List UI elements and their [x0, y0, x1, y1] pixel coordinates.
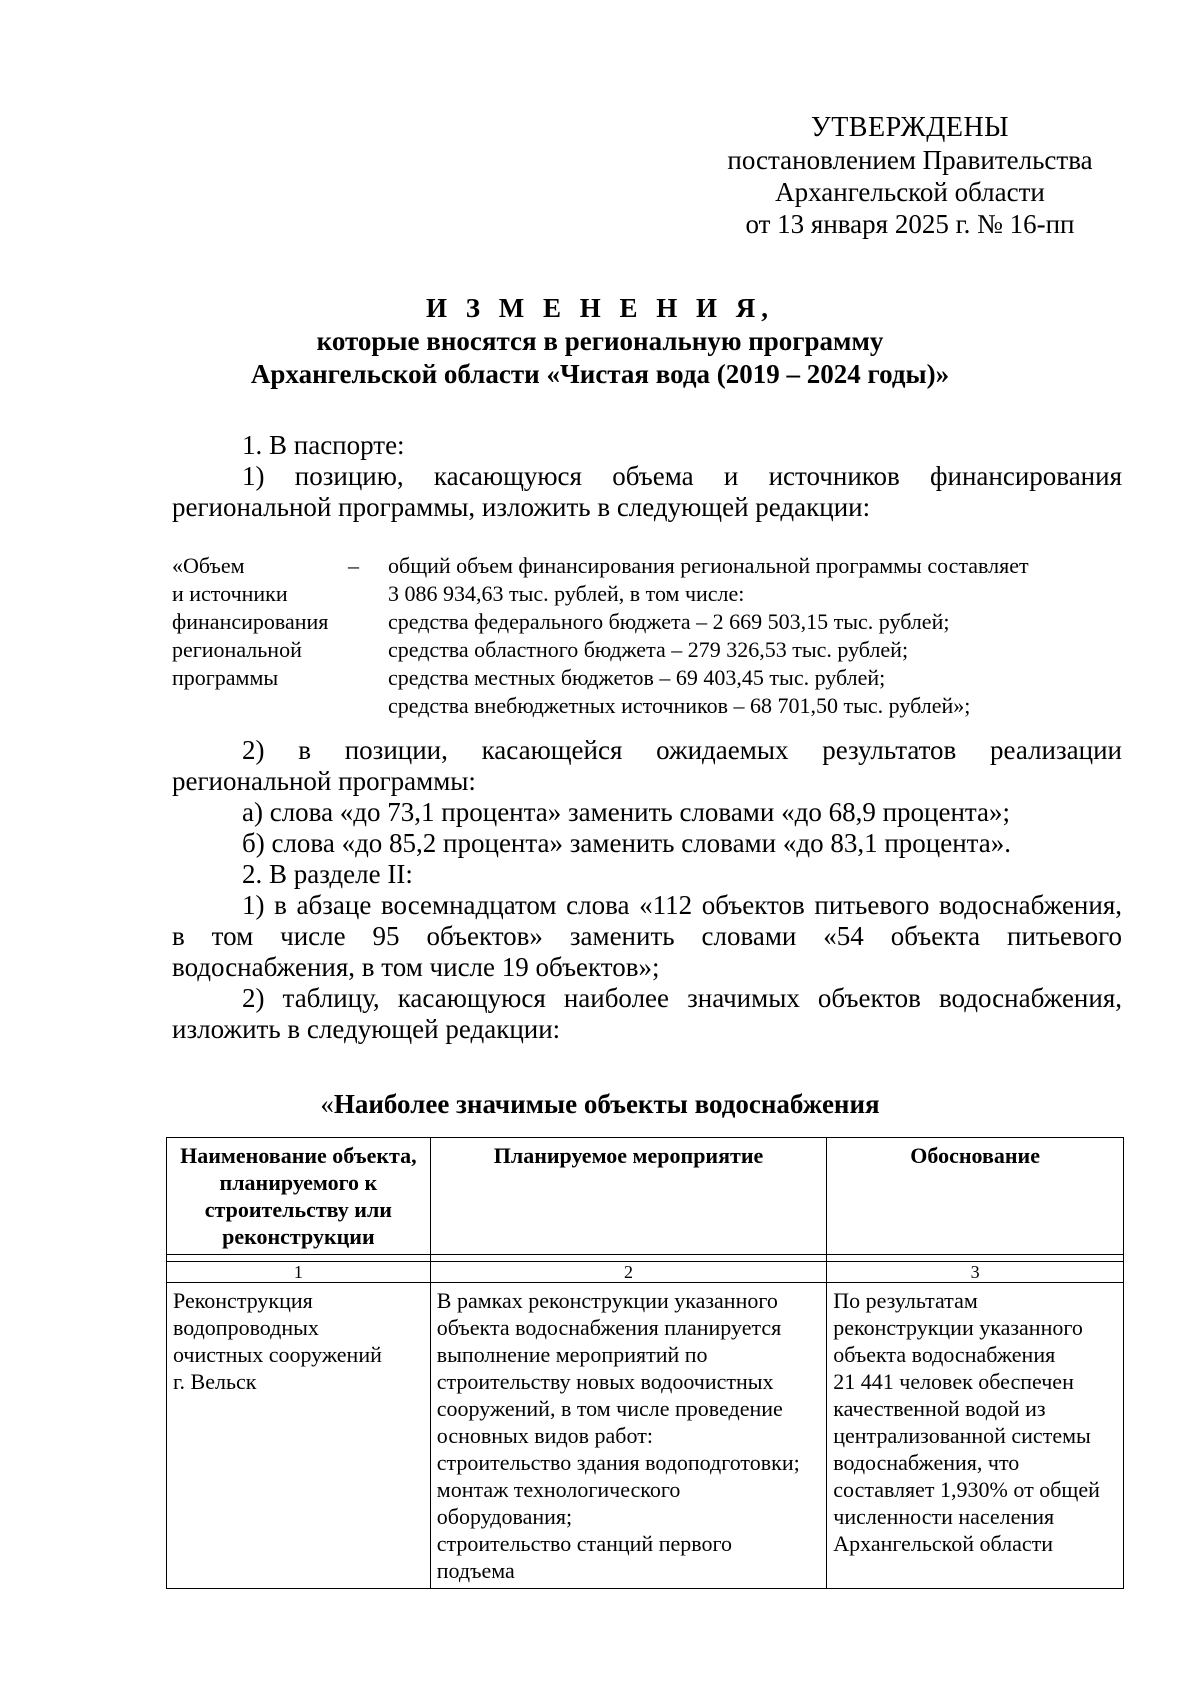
- cell-line: В рамках реконструкции указанного: [436, 1288, 778, 1313]
- section-1-item-a: а) слова «до 73,1 процента» заменить словами «до 68,9 процента»;: [242, 797, 1011, 827]
- cell-line: Архангельской области: [833, 1531, 1054, 1556]
- table-header-justification: Обоснование: [827, 1138, 1124, 1255]
- section-2-item-2-line-1: 2) таблицу, касающуюся наиболее значимых объектов водоснабжения,: [242, 983, 1122, 1013]
- cell-line: водопроводных: [173, 1315, 319, 1340]
- table-spacer-row: [167, 1255, 1124, 1262]
- approval-line: постановлением Правительства: [727, 145, 1093, 175]
- approval-line: Архангельской области: [775, 177, 1045, 207]
- section-2-item-1-line-1: 1) в абзаце восемнадцатом слова «112 объектов питьевого водоснабжения,: [242, 890, 1122, 920]
- cell-line: 21 441 человек обеспечен: [833, 1369, 1074, 1394]
- passport-value-line: средства местных бюджетов – 69 403,45 тыс. рублей;: [388, 665, 886, 690]
- passport-value-line: средства внебюджетных источников – 68 701,50 тыс. рублей»;: [388, 693, 971, 718]
- table-number-row: [167, 1262, 1124, 1283]
- passport-value-line: 3 086 934,63 тыс. рублей, в том числе:: [388, 581, 745, 606]
- approval-block: [700, 112, 1120, 240]
- justification-cell: [827, 1283, 1124, 1589]
- document-title: [150, 292, 1050, 391]
- cell-line: Реконструкция: [173, 1288, 313, 1313]
- table-header-row: [167, 1138, 1124, 1255]
- cell-line: г. Вельск: [173, 1369, 257, 1394]
- measure-cell: [430, 1283, 826, 1589]
- cell-line: реконструкции указанного: [833, 1315, 1083, 1340]
- column-number: 3: [827, 1262, 1124, 1283]
- section-1-heading: 1. В паспорте:: [242, 430, 405, 460]
- section-1-continued: [172, 735, 1122, 1045]
- approval-line: от 13 января 2025 г. № 16-пп: [745, 209, 1075, 239]
- title-line-3: Архангельской области «Чистая вода (2019 – 2024 годы)»: [250, 359, 950, 389]
- cell-line: монтаж технологического: [436, 1477, 681, 1502]
- table-title-quote: «: [320, 1089, 334, 1119]
- section-1-item-b: б) слова «до 85,2 процента» заменить словами «до 83,1 процента».: [242, 828, 1012, 858]
- cell-line: строительство станций первого: [436, 1531, 732, 1556]
- section-1: [172, 430, 1122, 523]
- section-2-item-1-line-2: в том числе 95 объектов» заменить словами «54 объекта питьевого: [172, 921, 1122, 951]
- water-objects-table: [166, 1137, 1124, 1589]
- table-header-object: Наименование объекта, планируемого к строительству или реконструкции: [167, 1138, 431, 1255]
- cell-line: качественной водой из: [833, 1396, 1046, 1421]
- passport-value-line: общий объем финансирования региональной программы составляет: [388, 553, 1029, 578]
- spacer-cell: [430, 1255, 826, 1262]
- table-header-measure: Планируемое мероприятие: [430, 1138, 826, 1255]
- cell-line: очистных сооружений: [173, 1342, 382, 1367]
- table-row: [167, 1283, 1124, 1589]
- section-1-item-1-line-1: 1) позицию, касающуюся объема и источников финансирования: [242, 461, 1122, 491]
- cell-line: объекта водоснабжения: [833, 1342, 1056, 1367]
- spacer-cell: [827, 1255, 1124, 1262]
- approval-heading: УТВЕРЖДЕНЫ: [810, 112, 1010, 143]
- passport-value-line: средства областного бюджета – 279 326,53 тыс. рублей;: [388, 637, 909, 662]
- column-number: 2: [430, 1262, 826, 1283]
- cell-line: сооружений, в том числе проведение: [436, 1396, 783, 1421]
- title-line-2: которые вносятся в региональную программу: [316, 326, 884, 356]
- title-line-1: И З М Е Н Е Н И Я,: [425, 293, 774, 323]
- passport-label-line: региональной: [172, 637, 302, 662]
- cell-line: основных видов работ:: [436, 1423, 653, 1448]
- cell-line: По результатам: [833, 1288, 978, 1313]
- table-title: [150, 1088, 1050, 1120]
- section-2-item-2-line-2: изложить в следующей редакции:: [172, 1014, 561, 1044]
- spacer-cell: [167, 1255, 431, 1262]
- cell-line: строительство здания водоподготовки;: [436, 1450, 800, 1475]
- section-1-item-1-line-2: региональной программы, изложить в следующей редакции:: [172, 492, 871, 522]
- passport-dash: –: [348, 553, 359, 578]
- passport-label-line: и источники: [172, 581, 288, 606]
- passport-value: [388, 552, 1122, 720]
- cell-line: объекта водоснабжения планируется: [436, 1315, 782, 1340]
- object-name-cell: [167, 1283, 431, 1589]
- passport-value-line: средства федерального бюджета – 2 669 503,15 тыс. рублей;: [388, 609, 950, 634]
- cell-line: строительству новых водоочистных: [436, 1369, 774, 1394]
- cell-line: выполнение мероприятий по: [436, 1342, 708, 1367]
- cell-line: централизованной системы: [833, 1423, 1091, 1448]
- cell-line: водоснабжения, что: [833, 1450, 1020, 1475]
- section-1-item-2-line-1: 2) в позиции, касающейся ожидаемых результатов реализации: [242, 735, 1122, 765]
- passport-position: [172, 552, 1122, 720]
- cell-line: подъема: [436, 1558, 515, 1583]
- passport-label-line: «Объем: [172, 553, 245, 578]
- section-1-item-2-line-2: региональной программы:: [172, 766, 476, 796]
- cell-line: составляет 1,930% от общей: [833, 1477, 1100, 1502]
- passport-label-line: финансирования: [172, 609, 329, 634]
- passport-label-line: программы: [172, 665, 279, 690]
- passport-label: [172, 552, 348, 720]
- section-2-item-1-line-3: водоснабжения, в том числе 19 объектов»;: [172, 952, 660, 982]
- table-title-text: Наиболее значимые объекты водоснабжения: [333, 1089, 880, 1119]
- column-number: 1: [167, 1262, 431, 1283]
- cell-line: численности населения: [833, 1504, 1055, 1529]
- cell-line: оборудования;: [436, 1504, 573, 1529]
- section-2-heading: 2. В разделе II:: [242, 859, 413, 889]
